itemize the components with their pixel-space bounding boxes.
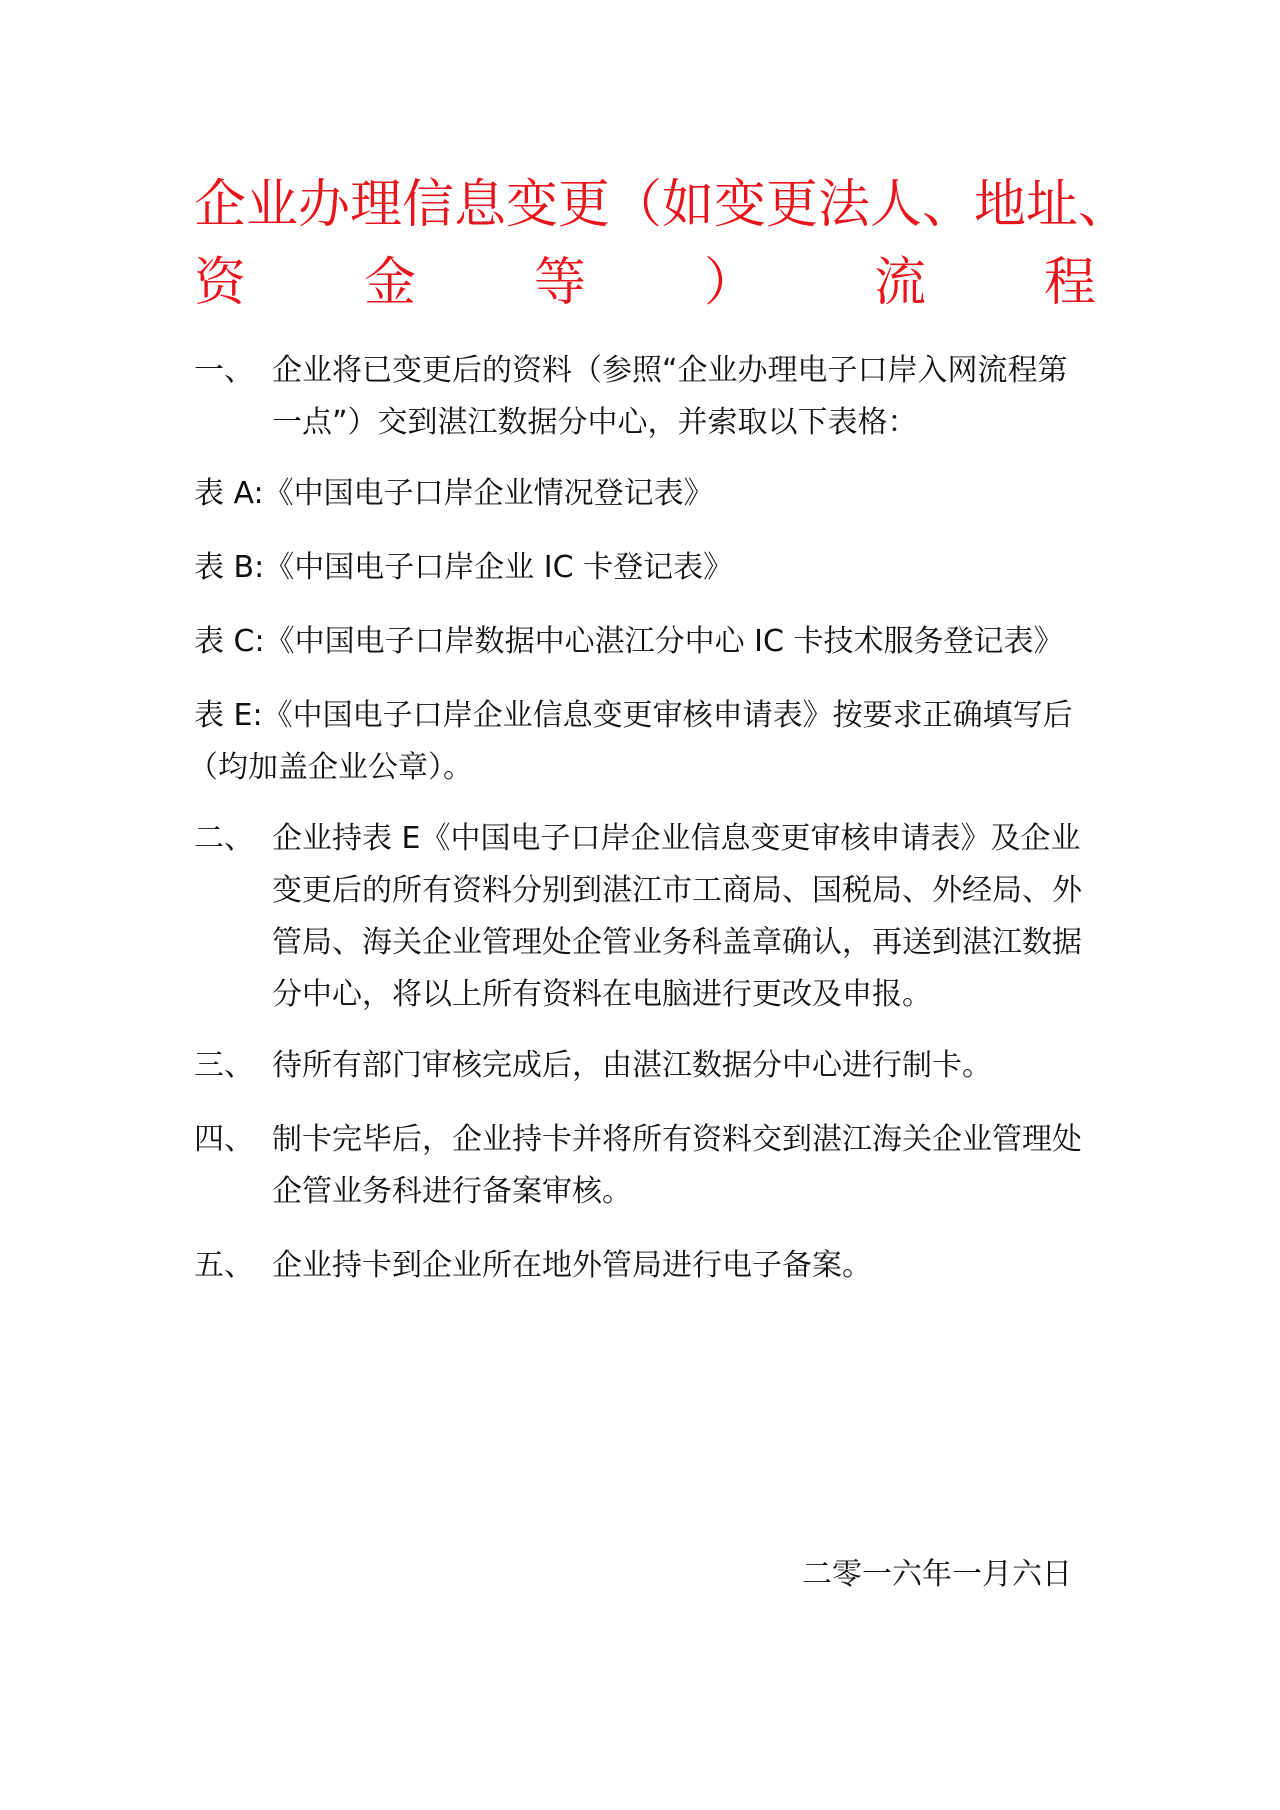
title-char: 资 xyxy=(194,253,247,313)
item-line: 一点”）交到湛江数据分中心，并索取以下表格： xyxy=(272,405,918,440)
list-item-4 xyxy=(194,1114,1094,1218)
title-line-2 xyxy=(194,253,1096,313)
list-item-5 xyxy=(194,1240,1094,1292)
item-number: 四、 xyxy=(194,1122,254,1157)
item-line: 变更后的所有资料分别到湛江市工商局、国税局、外经局、外 xyxy=(272,873,1082,908)
table-b-line: 表 B:《中国电子口岸企业 IC 卡登记表》 xyxy=(194,550,734,585)
item-line: 分中心，将以上所有资料在电脑进行更改及申报。 xyxy=(272,977,932,1012)
item-line: 管局、海关企业管理处企管业务科盖章确认，再送到湛江数据 xyxy=(272,925,1082,960)
item-number: 五、 xyxy=(194,1248,254,1283)
item-number: 三、 xyxy=(194,1048,254,1083)
table-e-line-2: （均加盖企业公章）。 xyxy=(188,750,473,785)
item-line: 企业将已变更后的资料（参照“企业办理电子口岸入网流程第 xyxy=(272,353,1068,388)
title-line-1: 企业办理信息变更（如变更法人、地址、 xyxy=(194,175,1131,235)
title-char: 流 xyxy=(873,253,926,313)
list-item-3 xyxy=(194,1040,1094,1092)
document-date: 二零一六年一月六日 xyxy=(802,1557,1072,1592)
item-line: 待所有部门审核完成后，由湛江数据分中心进行制卡。 xyxy=(272,1048,992,1083)
list-item-1 xyxy=(194,345,1094,455)
table-e-line-1: 表 E:《中国电子口岸企业信息变更审核申请表》按要求正确填写后 xyxy=(194,698,1073,733)
title-char: 程 xyxy=(1043,253,1096,313)
title-char: 金 xyxy=(363,253,416,313)
item-number: 一、 xyxy=(194,353,254,388)
table-a-line: 表 A:《中国电子口岸企业情况登记表》 xyxy=(194,476,714,511)
title-char: 等 xyxy=(533,253,586,313)
item-line: 企业持表 E《中国电子口岸企业信息变更审核申请表》及企业 xyxy=(272,821,1081,856)
item-line: 企业持卡到企业所在地外管局进行电子备案。 xyxy=(272,1248,872,1283)
list-item-2 xyxy=(194,813,1094,1023)
item-number: 二、 xyxy=(194,821,254,856)
title-char: ） xyxy=(703,253,756,313)
item-line: 制卡完毕后，企业持卡并将所有资料交到湛江海关企业管理处 xyxy=(272,1122,1082,1157)
item-line: 企管业务科进行备案审核。 xyxy=(272,1174,632,1209)
table-c-line: 表 C:《中国电子口岸数据中心湛江分中心 IC 卡技术服务登记表》 xyxy=(194,624,1064,659)
